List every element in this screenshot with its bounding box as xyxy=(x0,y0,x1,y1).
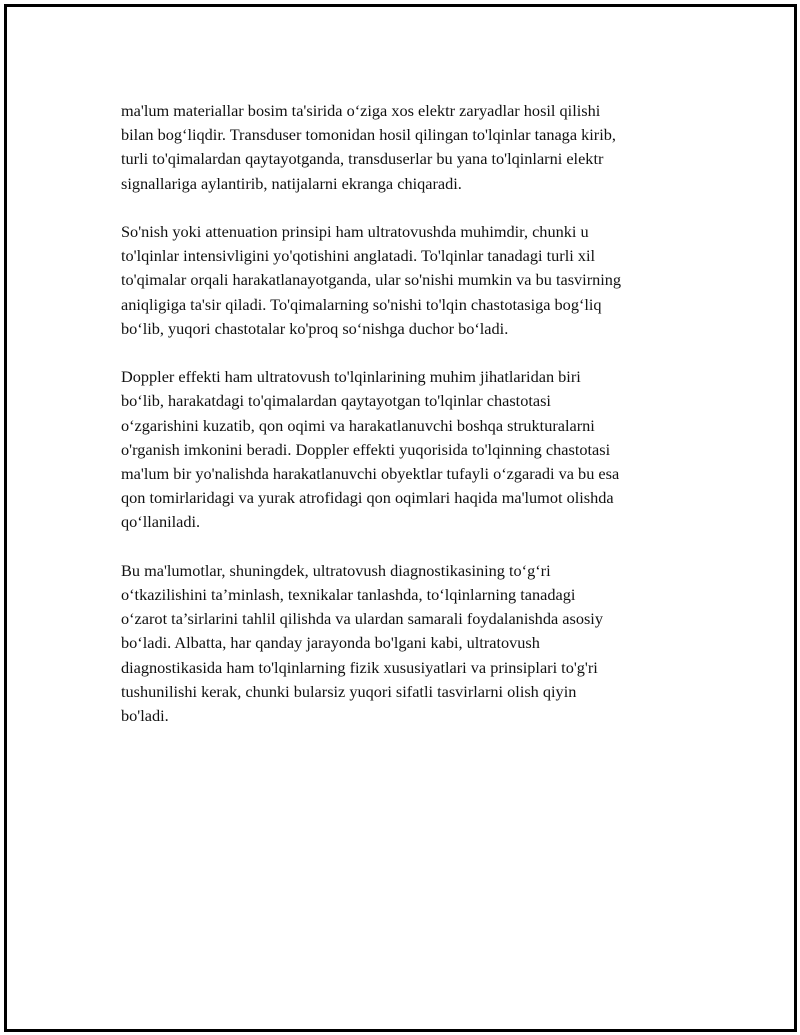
paragraph-doppler: Doppler effekti ham ultratovush to'lqinlarining muhim jihatlaridan biri bo‘lib, harakatdagi to'qimalardan qaytayotgan to'lqinlar chastotasi o‘zgarishini kuzatib, qon oqimi va harakatlanuvchi boshqa strukturalarni o'rganish imkonini beradi. Doppler effekti yuqorisida to'lqinning chastotasi ma'lum bir yo'nalishda harakatlanuvchi obyektlar tufayli o‘zgaradi va bu esa qon tomirlaridagi va yurak atrofidagi qon oqimlari haqida ma'lumot olishda qo‘llaniladi. xyxy=(121,367,620,532)
paragraph-transducer: ma'lum materiallar bosim ta'sirida o‘ziga xos elektr zaryadlar hosil qilishi bilan bog‘liqdir. Transduser tomonidan hosil qilingan to'lqinlar tanaga kirib, turli to'qimalardan qaytayotganda, transduserlar bu yana to'lqinlarni elektr signallariga aylantirib, natijalarni ekranga chiqaradi. xyxy=(121,101,616,193)
paragraph-attenuation: So'nish yoki attenuation prinsipi ham ultratovushda muhimdir, chunki u to'lqinlar intensivligini yo'qotishini anglatadi. To'lqinlar tanadagi turli xil to'qimalar orqali harakatlanayotganda, ular so'nishi mumkin va bu tasvirning aniqligiga ta'sir qiladi. To'qimalarning so'nishi to'lqin chastotasiga bog‘liq bo‘lib, yuqori chastotalar ko'proq so‘nishga duchor bo‘ladi. xyxy=(121,222,622,338)
page-frame xyxy=(4,4,797,1032)
paragraph-conclusion: Bu ma'lumotlar, shuningdek, ultratovush diagnostikasining to‘g‘ri o‘tkazilishini ta’minlash, texnikalar tanlashda, to‘lqinlarning tanadagi o‘zarot ta’sirlarini tahlil qilishda va ulardan samarali foydalanishda asosiy bo‘ladi. Albatta, har qanday jarayonda bo'lgani kabi, ultratovush diagnostikasida ham to'lqinlarning fizik xususiyatlari va prinsiplari to'g'ri tushunilishi kerak, chunki bularsiz yuqori sifatli tasvirlarni olish qiyin bo'ladi. xyxy=(121,560,603,726)
document-body xyxy=(121,99,701,752)
